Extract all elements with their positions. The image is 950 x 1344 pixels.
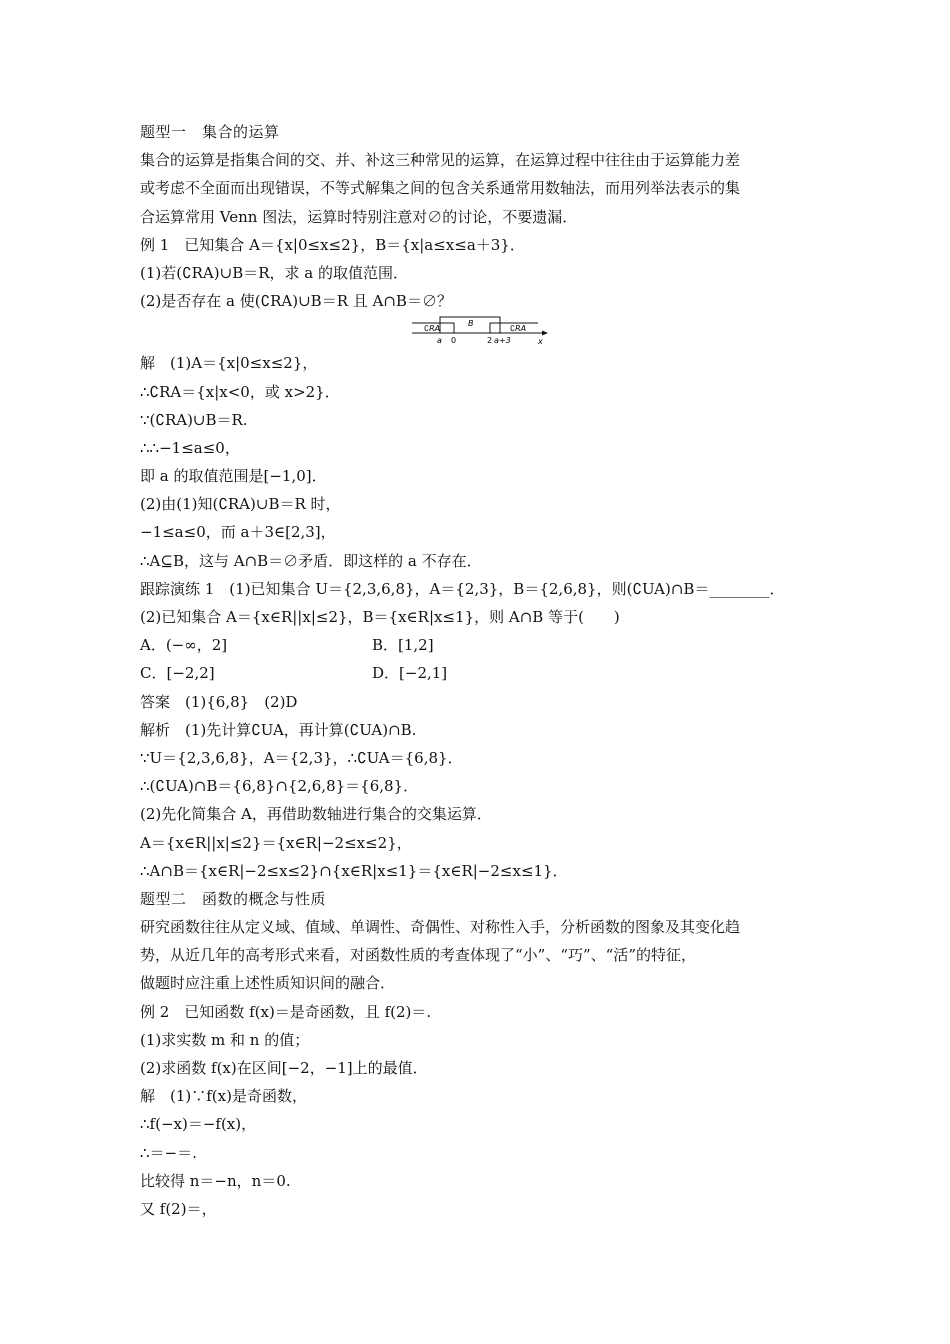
number-line-diagram — [140, 313, 820, 347]
axis-arrow-icon — [542, 331, 548, 336]
solution-line: 又 f(2)＝， — [140, 1199, 217, 1218]
section-title-1: 题型一 集合的运算 — [140, 123, 280, 141]
example-1-question-1: (1)若(∁RA)∪B＝R，求 a 的取值范围． — [140, 263, 408, 282]
example-2-statement: 例 2 已知函数 f(x)＝是奇函数，且 f(2)＝. — [140, 1002, 432, 1021]
solution-line: −1≤a≤0，而 a＋3∈[2,3]， — [140, 523, 336, 542]
exercise-1-question-1: 跟踪演练 1 (1)已知集合 U＝{2,3,6,8}，A＝{2,3}，B＝{2,6,8}，则(∁UA)∩B＝________． — [140, 579, 785, 598]
tick-0: 0 — [451, 336, 457, 346]
tick-a-plus-3: a+3 — [494, 336, 511, 346]
example-1-statement: 例 1 已知集合 A＝{x|0≤x≤2}，B＝{x|a≤x≤a＋3}． — [140, 235, 525, 254]
choice-a: A．(−∞，2] — [140, 636, 228, 655]
tick-2: 2 — [487, 336, 493, 346]
paragraph-line: 或考虑不全面而出现错误，不等式解集之间的包含关系通常用数轴法，而用列举法表示的集 — [140, 179, 741, 198]
document-page — [140, 118, 820, 1223]
choices-row-2 — [140, 659, 820, 687]
number-line-svg — [410, 313, 550, 347]
solution-line: ∵(∁RA)∪B＝R. — [140, 410, 248, 429]
solution-line: ∴∴−1≤a≤0， — [140, 438, 240, 457]
solution-line: (2)由(1)知(∁RA)∪B＝R 时， — [140, 495, 341, 514]
paragraph-line: 集合的运算是指集合间的交、并、补这三种常见的运算，在运算过程中往往由于运算能力差 — [140, 151, 741, 170]
solution-line: 解 (1)∵f(x)是奇函数， — [140, 1087, 307, 1106]
label-b: B — [468, 319, 474, 329]
paragraph-line: 研究函数往往从定义域、值域、单调性、奇偶性、对称性入手，分析函数的图象及其变化趋 — [140, 918, 741, 937]
example-2-question-1: (1)求实数 m 和 n 的值； — [140, 1030, 310, 1049]
solution-line: 比较得 n＝−n，n＝0. — [140, 1171, 291, 1190]
answer-line: 答案 (1){6,8} (2)D — [140, 692, 298, 711]
choice-c: C．[−2,2] — [140, 664, 215, 683]
paragraph-line: 做题时应注重上述性质知识间的融合． — [140, 974, 396, 993]
paragraph-line: 合运算常用 Venn 图法，运算时特别注意对∅的讨论，不要遗漏． — [140, 207, 578, 226]
solution-line: ∴＝−＝. — [140, 1143, 197, 1162]
analysis-line: (2)先化简集合 A，再借助数轴进行集合的交集运算． — [140, 805, 492, 824]
section-title-2: 题型二 函数的概念与性质 — [140, 889, 327, 908]
example-1-question-2: (2)是否存在 a 使(∁RA)∪B＝R 且 A∩B＝∅？ — [140, 292, 452, 311]
solution-line: ∴f(−x)＝−f(x)， — [140, 1115, 257, 1134]
tick-a: a — [437, 336, 442, 346]
analysis-line: A＝{x∈R||x|≤2}＝{x∈R|−2≤x≤2}， — [140, 833, 412, 852]
analysis-line: ∴A∩B＝{x∈R|−2≤x≤2}∩{x∈R|x≤1}＝{x∈R|−2≤x≤1}． — [140, 861, 568, 880]
choice-d: D．[−2,1] — [372, 664, 448, 683]
example-2-question-2: (2)求函数 f(x)在区间[−2，−1]上的最值． — [140, 1059, 428, 1077]
exercise-1-question-2: (2)已知集合 A＝{x∈R||x|≤2}，B＝{x∈R|x≤1}，则 A∩B 等于( ) — [140, 608, 620, 626]
choices-row-1 — [140, 631, 820, 659]
choice-b: B．[1,2] — [372, 636, 434, 655]
analysis-line: ∵U＝{2,3,6,8}，A＝{2,3}，∴∁UA＝{6,8}． — [140, 748, 463, 767]
solution-line: ∴A⊆B，这与 A∩B＝∅矛盾．即这样的 a 不存在． — [140, 551, 482, 570]
label-cra-left: ∁RA — [424, 324, 441, 334]
paragraph-line: 势，从近几年的高考形式来看，对函数性质的考查体现了“小”、“巧”、“活”的特征， — [140, 946, 697, 965]
axis-label-x: x — [538, 337, 543, 347]
label-cra-right: ∁RA — [510, 324, 527, 334]
solution-line: ∴∁RA＝{x|x<0，或 x>2}． — [140, 382, 340, 401]
analysis-line: 解析 (1)先计算∁UA，再计算(∁UA)∩B. — [140, 720, 417, 739]
analysis-line: ∴(∁UA)∩B＝{6,8}∩{2,6,8}＝{6,8}． — [140, 777, 419, 796]
solution-line: 解 (1)A＝{x|0≤x≤2}， — [140, 354, 318, 373]
solution-line: 即 a 的取值范围是[−1,0]． — [140, 467, 327, 486]
